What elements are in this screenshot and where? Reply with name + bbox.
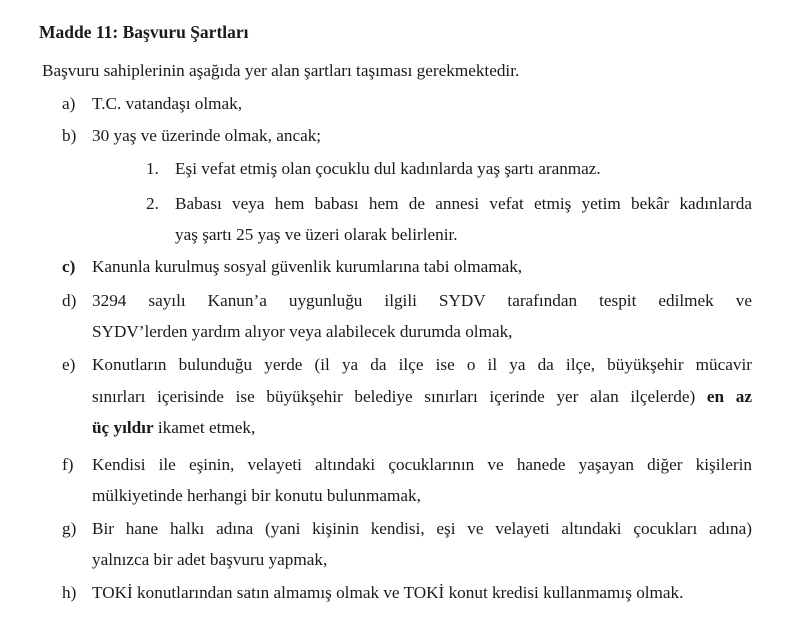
intro-text: Başvuru sahiplerinin aşağıda yer alan şartları taşıması gerekmektedir.: [42, 61, 520, 80]
item-marker: a): [62, 94, 76, 113]
item-marker: d): [62, 291, 77, 310]
item-marker: f): [62, 455, 74, 474]
sub-item-marker: 1.: [146, 159, 159, 178]
item-text: sınırları içerisinde ise büyükşehir belediye sınırları içerinde yer alan ilçelerde): [92, 387, 696, 406]
item-text: 30 yaş ve üzerinde olmak, ancak;: [92, 126, 322, 145]
item-text-line1: Kendisi ile eşinin, velayeti altındaki çocuklarının ve hanede yaşayan diğer kişilerin: [92, 455, 752, 474]
item-text-line2: SYDV’lerden yardım alıyor veya alabilecek durumda olmak,: [92, 322, 513, 341]
sub-item-text-line2: yaş şartı 25 yaş ve üzeri olarak belirlenir.: [175, 225, 458, 244]
article-title: Madde 11: Başvuru Şartları: [39, 22, 249, 42]
item-text: Kanunla kurulmuş sosyal güvenlik kurumlarına tabi olmamak,: [92, 257, 523, 276]
sub-item-text: Eşi vefat etmiş olan çocuklu dul kadınlarda yaş şartı aranmaz.: [175, 159, 601, 178]
item-marker: g): [62, 519, 77, 538]
sub-item-text-line1: Babası veya hem babası hem de annesi vefat etmiş yetim bekâr kadınlarda: [175, 194, 752, 213]
emphasis-text: üç yıldır: [92, 418, 154, 437]
item-text-line3: [92, 418, 255, 438]
item-text-line2: mülkiyetinde herhangi bir konutu bulunmamak,: [92, 486, 421, 505]
sub-item-marker: 2.: [146, 194, 159, 213]
item-text-line2: yalnızca bir adet başvuru yapmak,: [92, 550, 328, 569]
item-marker: b): [62, 126, 77, 145]
emphasis-text: en az: [706, 387, 752, 406]
item-text-line1: Konutların bulunduğu yerde (il ya da ilçe ise o il ya da ilçe, büyükşehir mücavir: [92, 355, 752, 374]
item-text-line2: [92, 387, 752, 407]
item-text: TOKİ konutlarından satın almamış olmak ve TOKİ konut kredisi kullanmamış olmak.: [92, 583, 684, 602]
item-text-line1: 3294 sayılı Kanun’a uygunluğu ilgili SYDV tarafından tespit edilmek ve: [92, 291, 752, 310]
item-marker: h): [62, 583, 77, 602]
item-text: T.C. vatandaşı olmak,: [92, 94, 243, 113]
item-text-line1: Bir hane halkı adına (yani kişinin kendisi, eşi ve velayeti altındaki çocukları adına): [92, 519, 752, 538]
item-marker: e): [62, 355, 76, 374]
item-marker: c): [62, 257, 76, 276]
item-text: ikamet etmek,: [157, 418, 256, 437]
